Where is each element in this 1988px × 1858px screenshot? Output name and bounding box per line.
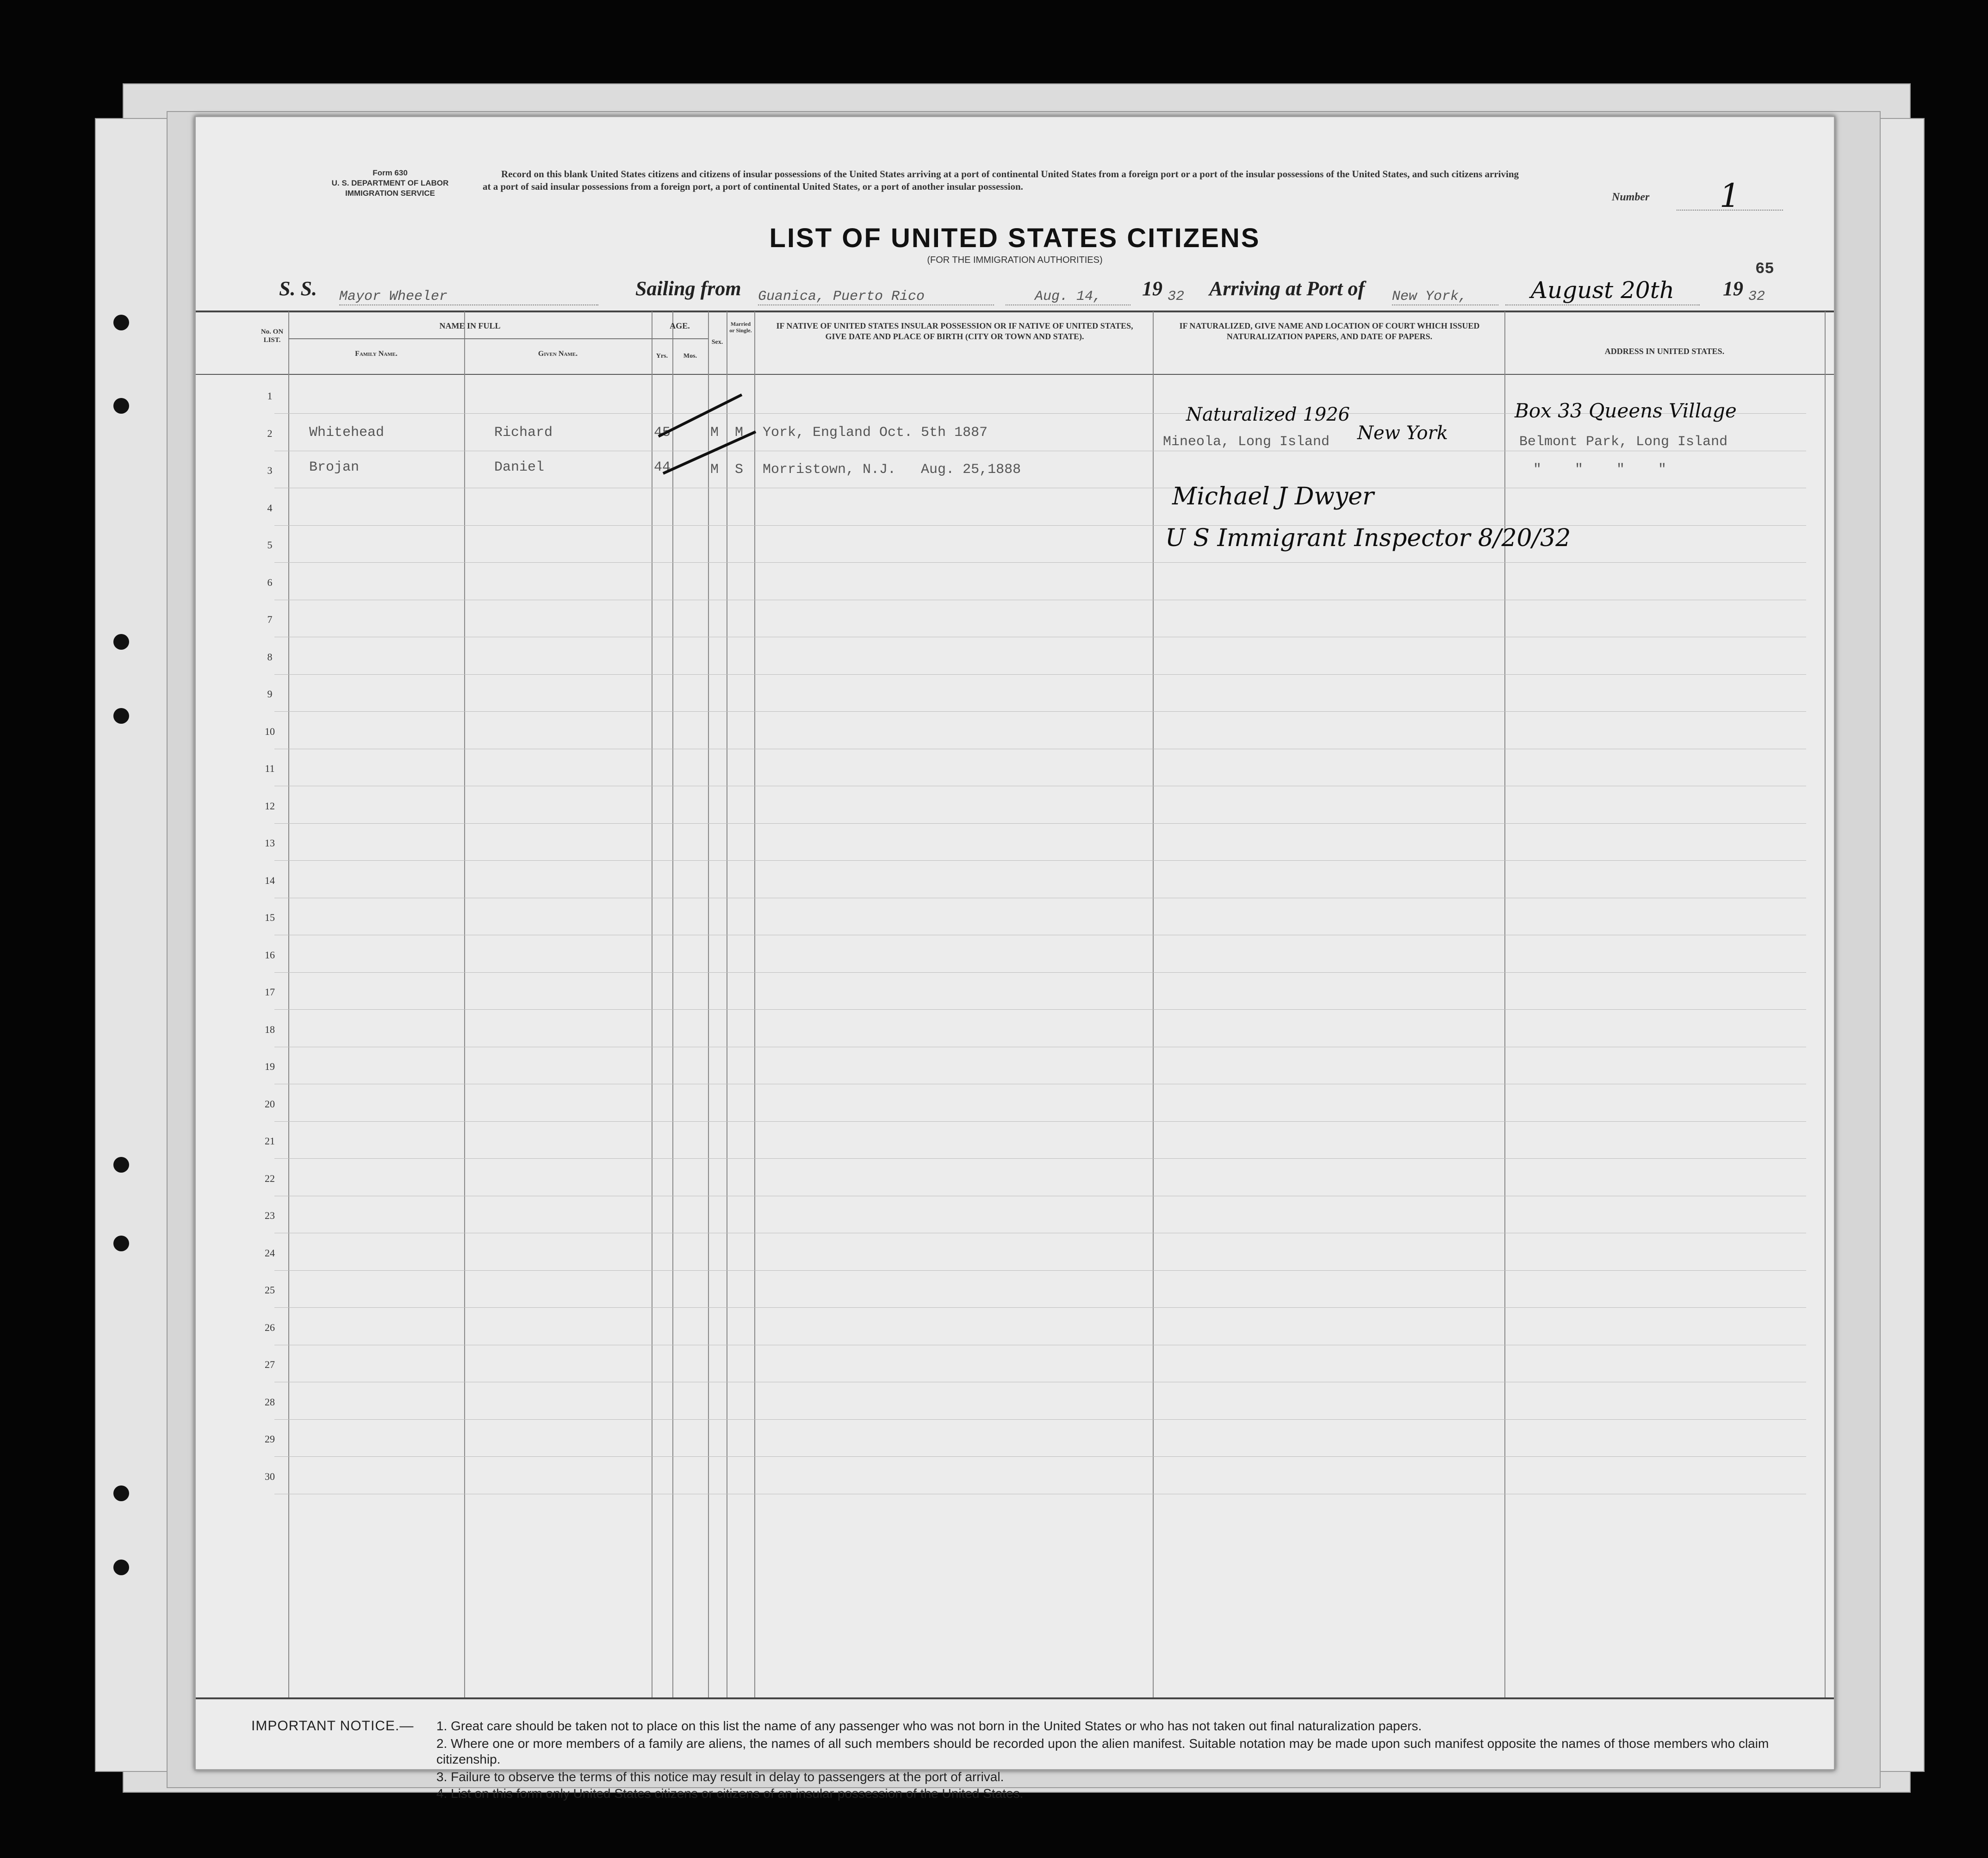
- sex-1: M: [710, 425, 719, 441]
- birth-1: York, England Oct. 5th 1887: [763, 425, 988, 441]
- row-number: 26: [265, 1321, 275, 1333]
- header-naturalized: IF NATURALIZED, GIVE NAME AND LOCATION OF COURT WHICH ISSUED NATURALIZATION PAPERS, AND DATE OF PAPERS.: [1179, 321, 1480, 341]
- row-number: 19: [265, 1061, 275, 1072]
- address-note-1: Box 33 Queens Village: [1515, 399, 1737, 422]
- row-number: 2: [267, 427, 273, 439]
- header-age: AGE.: [670, 321, 690, 330]
- row-number: 27: [265, 1359, 275, 1370]
- row-number: 3: [267, 465, 273, 476]
- inspector-name: Michael J Dwyer: [1172, 483, 1374, 510]
- column-rule: [708, 311, 709, 1697]
- arrival-date: August 20th: [1505, 277, 1700, 305]
- court-1: Mineola, Long Island: [1163, 434, 1330, 450]
- row-number: 25: [265, 1284, 275, 1296]
- sailing-year-value: 32: [1168, 289, 1185, 304]
- header-bottom-rule: [196, 374, 1834, 375]
- page-stamp: 65: [1755, 261, 1774, 278]
- sailing-date: Aug. 14,: [1034, 289, 1102, 304]
- marital-2: S: [735, 462, 744, 478]
- family-name-2: Brojan: [309, 460, 360, 475]
- court-note-1: New York: [1357, 423, 1448, 444]
- header-mos: Mos.: [683, 353, 697, 360]
- punch-hole: [113, 1236, 129, 1251]
- number-value: 1: [1677, 182, 1783, 211]
- header-given-name: Given Name.: [538, 350, 578, 358]
- ship-name-field: [339, 277, 598, 305]
- column-rule: [672, 311, 673, 1697]
- table-row: [274, 1270, 1806, 1271]
- address-1: Belmont Park, Long Island: [1519, 434, 1728, 450]
- notice-item-1: 1. Great care should be taken not to place on this list the name of any passenger who was not born in the United States or who has not taken out final naturalization papers.: [436, 1719, 1422, 1733]
- service-label: IMMIGRATION SERVICE: [345, 189, 435, 198]
- given-name-2: Daniel: [494, 460, 545, 475]
- inspector-title: U S Immigrant Inspector 8/20/32: [1165, 524, 1571, 552]
- punch-hole: [113, 1560, 129, 1575]
- header-married-single: Married or Single.: [729, 321, 752, 334]
- row-number: 7: [267, 614, 273, 625]
- arrival-year: [1748, 281, 1765, 309]
- table-row: [274, 823, 1806, 824]
- row-number: 5: [267, 539, 273, 551]
- row-number: 15: [265, 912, 275, 923]
- table-row: [274, 562, 1806, 563]
- row-number: 6: [267, 576, 273, 588]
- row-number: 9: [267, 688, 273, 700]
- table-row: [274, 972, 1806, 973]
- table-row: [274, 525, 1806, 526]
- sex-2: M: [710, 462, 719, 478]
- birth-2: Morristown, N.J. Aug. 25,1888: [763, 462, 1021, 478]
- sailing-label: Sailing from: [635, 277, 741, 300]
- row-number: 13: [265, 837, 275, 849]
- row-number: 24: [265, 1247, 275, 1259]
- given-name-1: Richard: [494, 425, 553, 441]
- name-sub-rule: [288, 338, 652, 339]
- punch-hole: [113, 708, 129, 724]
- family-name-1: Whitehead: [309, 425, 385, 441]
- table-row: [274, 1158, 1806, 1159]
- column-rule: [464, 311, 465, 1697]
- table-row: [274, 1419, 1806, 1420]
- form-number: Form 630: [373, 168, 408, 177]
- check-marks: [649, 376, 770, 478]
- row-number: 17: [265, 986, 275, 998]
- department-label: U. S. DEPARTMENT OF LABOR: [331, 179, 449, 187]
- row-number: 29: [265, 1433, 275, 1445]
- marital-1: M: [735, 425, 744, 441]
- header-birth: IF NATIVE OF UNITED STATES INSULAR POSSESSION OR IF NATIVE OF UNITED STATES, GIVE DATE AND PLACE OF BIRTH (CITY OR TOWN AND STATE).: [776, 321, 1133, 341]
- notice-item-3: 3. Failure to observe the terms of this notice may result in delay to passengers at the port of arrival.: [436, 1770, 1004, 1784]
- row-number: 28: [265, 1396, 275, 1408]
- table-row: [274, 860, 1806, 861]
- row-number: 8: [267, 651, 273, 663]
- arrival-year-value: 32: [1748, 289, 1765, 304]
- column-rule: [1153, 311, 1154, 1697]
- row-number: 18: [265, 1023, 275, 1035]
- punch-hole: [113, 315, 129, 330]
- arrival-year-prefix: 19: [1723, 277, 1743, 300]
- column-rule: [1504, 311, 1505, 1697]
- header-sex: Sex.: [711, 339, 723, 346]
- row-number: 16: [265, 949, 275, 961]
- ss-label: S. S.: [279, 277, 317, 300]
- page-title: LIST OF UNITED STATES CITIZENS: [769, 223, 1261, 253]
- column-rule: [288, 311, 289, 1697]
- arrival-port-field: [1392, 277, 1498, 305]
- punch-hole: [113, 634, 129, 650]
- age-1: 45: [654, 425, 671, 441]
- notice-item-4: 4. List on this form only United States citizens or citizens of an insular possession of the United States.: [436, 1786, 1024, 1801]
- notice-item-2: 2. Where one or more members of a family are aliens, the names of all such members should be recorded upon the alien manifest. Suitable notation may be made upon such manifest opposite the names of those members who claim citizenship.: [436, 1736, 1769, 1766]
- row-number: 4: [267, 502, 273, 514]
- row-number: 10: [265, 725, 275, 737]
- column-rule: [1825, 311, 1826, 1697]
- intro-instructions: Record on this blank United States citizens and citizens of insular possessions of the United States arriving at a port of continental United States from a foreign port or a port of the insular possessions of the United States, and such citizens arriving at a port of said insular possessions from a foreign port, a port of continental United States, or a port of another insular possession.: [483, 168, 1519, 192]
- sailing-port: Guanica, Puerto Rico: [758, 289, 925, 304]
- age-sub-rule: [652, 338, 708, 339]
- arriving-label: Arriving at Port of: [1209, 277, 1365, 300]
- sailing-date-field: [1006, 277, 1131, 305]
- header-address: ADDRESS IN UNITED STATES.: [1604, 347, 1725, 356]
- table-row: [274, 1307, 1806, 1308]
- header-name-in-full: NAME IN FULL: [439, 321, 501, 330]
- row-number: 1: [267, 390, 273, 402]
- row-number: 11: [265, 763, 275, 774]
- page-subtitle: (FOR THE IMMIGRATION AUTHORITIES): [927, 255, 1103, 265]
- row-number: 20: [265, 1098, 275, 1110]
- table-row: [274, 1009, 1806, 1010]
- arrival-port: New York,: [1392, 289, 1467, 304]
- sailing-year-prefix: 19: [1142, 277, 1162, 300]
- column-rule: [754, 311, 755, 1697]
- punch-hole: [113, 1485, 129, 1501]
- table-row: [274, 1456, 1806, 1457]
- header-yrs: Yrs.: [656, 353, 668, 360]
- table-bottom-rule: [196, 1697, 1834, 1699]
- number-label: Number: [1612, 191, 1650, 203]
- age-2: 44: [654, 460, 671, 475]
- table-top-rule: [196, 311, 1834, 312]
- sailing-year: [1168, 281, 1184, 309]
- header-family-name: Family Name.: [355, 350, 398, 358]
- sailing-from-field: [758, 277, 994, 305]
- table-row: [274, 1121, 1806, 1122]
- row-number: 21: [265, 1135, 275, 1147]
- row-number: 12: [265, 800, 275, 812]
- ship-name: Mayor Wheeler: [339, 289, 448, 304]
- row-number: 22: [265, 1172, 275, 1184]
- row-number: 30: [265, 1470, 275, 1482]
- manifest-sheet: [194, 116, 1835, 1801]
- punch-hole: [113, 1157, 129, 1173]
- table-row: [274, 674, 1806, 675]
- address-ditto-2: " " " ": [1533, 462, 1667, 478]
- naturalized-note-1: Naturalized 1926: [1186, 404, 1350, 425]
- punch-hole: [113, 398, 129, 414]
- row-number: 14: [265, 874, 275, 886]
- notice-lead: IMPORTANT NOTICE.—: [251, 1718, 414, 1734]
- table-row: [274, 711, 1806, 712]
- row-number: 23: [265, 1210, 275, 1221]
- header-no-on-list: No. ON LIST.: [261, 328, 284, 344]
